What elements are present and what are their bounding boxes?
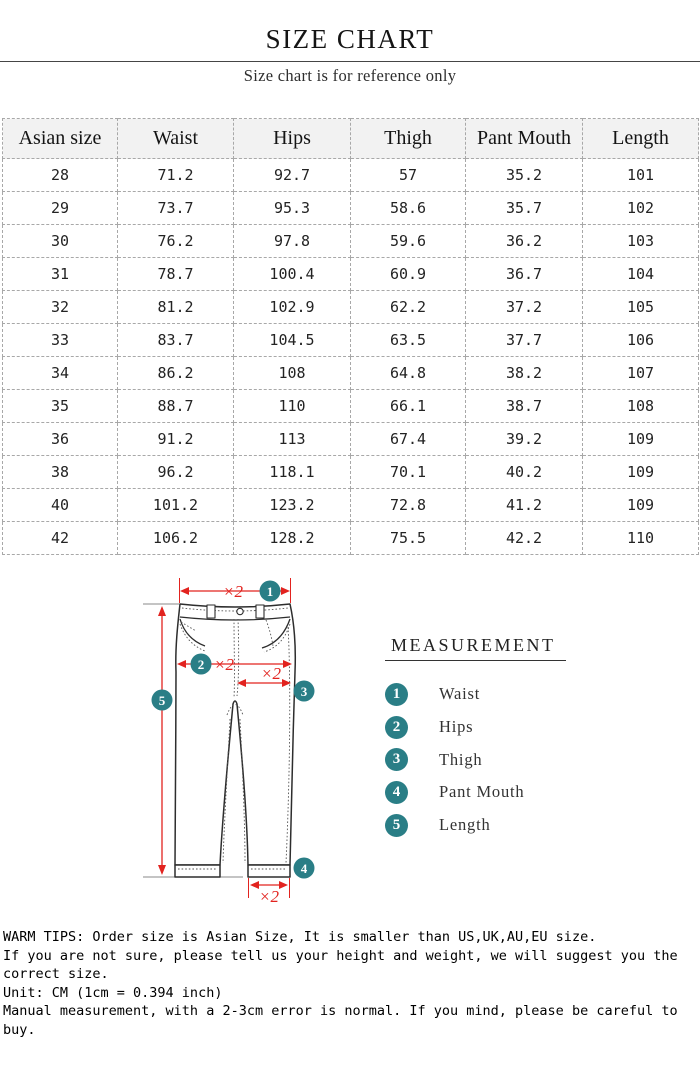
column-header: Pant Mouth bbox=[466, 119, 583, 159]
measurement-number-badge: 4 bbox=[385, 781, 408, 804]
table-cell: 109 bbox=[583, 456, 699, 489]
measurement-item bbox=[385, 678, 685, 711]
table-row bbox=[3, 225, 699, 258]
tip-line: buy. bbox=[3, 1021, 36, 1038]
column-header: Hips bbox=[234, 119, 351, 159]
table-cell: 113 bbox=[234, 423, 351, 456]
table-row bbox=[3, 357, 699, 390]
measurement-item bbox=[385, 776, 685, 809]
table-cell: 100.4 bbox=[234, 258, 351, 291]
table-cell: 40.2 bbox=[466, 456, 583, 489]
pants-outline bbox=[175, 604, 295, 877]
measurement-number-badge: 1 bbox=[385, 683, 408, 706]
table-cell: 39.2 bbox=[466, 423, 583, 456]
table-cell: 62.2 bbox=[351, 291, 466, 324]
marker-2-badge bbox=[191, 654, 212, 675]
table-cell: 83.7 bbox=[118, 324, 234, 357]
table-cell: 81.2 bbox=[118, 291, 234, 324]
table-cell: 104.5 bbox=[234, 324, 351, 357]
belt-loop bbox=[256, 605, 264, 618]
table-cell: 40 bbox=[3, 489, 118, 522]
table-cell: 59.6 bbox=[351, 225, 466, 258]
table-cell: 88.7 bbox=[118, 390, 234, 423]
table-cell: 97.8 bbox=[234, 225, 351, 258]
table-cell: 128.2 bbox=[234, 522, 351, 555]
right-cuff bbox=[248, 865, 290, 877]
table-cell: 38 bbox=[3, 456, 118, 489]
table-row bbox=[3, 456, 699, 489]
table-cell: 63.5 bbox=[351, 324, 466, 357]
table-cell: 106.2 bbox=[118, 522, 234, 555]
marker-4-badge bbox=[294, 858, 315, 879]
table-cell: 109 bbox=[583, 423, 699, 456]
table-cell: 105 bbox=[583, 291, 699, 324]
table-cell: 118.1 bbox=[234, 456, 351, 489]
warm-tips bbox=[3, 928, 700, 1040]
table-cell: 67.4 bbox=[351, 423, 466, 456]
svg-text:2: 2 bbox=[197, 656, 205, 672]
table-cell: 36 bbox=[3, 423, 118, 456]
svg-text:5: 5 bbox=[158, 692, 166, 708]
size-table bbox=[2, 118, 699, 555]
measurement-title: MEASUREMENT bbox=[385, 635, 566, 661]
measurement-label: Hips bbox=[439, 717, 474, 737]
belt-loop bbox=[207, 605, 215, 618]
table-cell: 29 bbox=[3, 192, 118, 225]
measurement-label: Pant Mouth bbox=[439, 782, 525, 802]
table-cell: 60.9 bbox=[351, 258, 466, 291]
table-cell: 109 bbox=[583, 489, 699, 522]
measurement-number-badge: 3 bbox=[385, 748, 408, 771]
table-cell: 38.2 bbox=[466, 357, 583, 390]
table-cell: 37.7 bbox=[466, 324, 583, 357]
table-cell: 66.1 bbox=[351, 390, 466, 423]
table-cell: 106 bbox=[583, 324, 699, 357]
table-cell: 107 bbox=[583, 357, 699, 390]
table-cell: 123.2 bbox=[234, 489, 351, 522]
table-cell: 33 bbox=[3, 324, 118, 357]
table-cell: 75.5 bbox=[351, 522, 466, 555]
measurement-number-badge: 5 bbox=[385, 814, 408, 837]
measurement-item bbox=[385, 711, 685, 744]
column-header: Waist bbox=[118, 119, 234, 159]
waist-button bbox=[237, 608, 243, 614]
size-table-body bbox=[3, 159, 699, 555]
table-cell: 35.2 bbox=[466, 159, 583, 192]
page-subtitle: Size chart is for reference only bbox=[243, 66, 457, 85]
column-header: Length bbox=[583, 119, 699, 159]
measurement-item bbox=[385, 743, 685, 776]
page-title: SIZE CHART bbox=[265, 24, 435, 54]
measurement-number-badge: 2 bbox=[385, 716, 408, 739]
table-cell: 37.2 bbox=[466, 291, 583, 324]
column-header: Asian size bbox=[3, 119, 118, 159]
pants-measurement-diagram bbox=[123, 567, 338, 912]
table-cell: 34 bbox=[3, 357, 118, 390]
table-cell: 42 bbox=[3, 522, 118, 555]
table-cell: 28 bbox=[3, 159, 118, 192]
table-row bbox=[3, 390, 699, 423]
measurement-legend bbox=[385, 635, 685, 841]
table-cell: 86.2 bbox=[118, 357, 234, 390]
hips-x2-label: ×2 bbox=[214, 655, 234, 674]
marker-5-badge bbox=[152, 690, 173, 711]
table-cell: 36.2 bbox=[466, 225, 583, 258]
table-cell: 95.3 bbox=[234, 192, 351, 225]
svg-text:1: 1 bbox=[266, 583, 274, 599]
column-header: Thigh bbox=[351, 119, 466, 159]
table-cell: 57 bbox=[351, 159, 466, 192]
left-cuff bbox=[175, 865, 220, 877]
table-cell: 78.7 bbox=[118, 258, 234, 291]
table-cell: 103 bbox=[583, 225, 699, 258]
measurement-label: Length bbox=[439, 815, 491, 835]
table-cell: 70.1 bbox=[351, 456, 466, 489]
svg-text:3: 3 bbox=[300, 683, 308, 699]
table-row bbox=[3, 291, 699, 324]
table-row bbox=[3, 192, 699, 225]
table-cell: 31 bbox=[3, 258, 118, 291]
table-cell: 101 bbox=[583, 159, 699, 192]
marker-3-badge bbox=[294, 681, 315, 702]
size-table-header-row bbox=[3, 119, 699, 159]
marker-1-badge bbox=[260, 581, 281, 602]
table-cell: 71.2 bbox=[118, 159, 234, 192]
table-cell: 58.6 bbox=[351, 192, 466, 225]
table-cell: 38.7 bbox=[466, 390, 583, 423]
table-row bbox=[3, 258, 699, 291]
table-row bbox=[3, 522, 699, 555]
table-cell: 42.2 bbox=[466, 522, 583, 555]
measurement-label: Thigh bbox=[439, 749, 483, 769]
length-dimension-arrow bbox=[158, 606, 166, 875]
table-row bbox=[3, 159, 699, 192]
table-cell: 96.2 bbox=[118, 456, 234, 489]
table-cell: 73.7 bbox=[118, 192, 234, 225]
thigh-x2-label: ×2 bbox=[261, 664, 281, 683]
tip-line: WARM TIPS: Order size is Asian Size, It is smaller than US,UK,AU,EU size. bbox=[3, 929, 597, 945]
table-cell: 110 bbox=[234, 390, 351, 423]
measurement-list bbox=[385, 678, 685, 841]
table-cell: 91.2 bbox=[118, 423, 234, 456]
waist-x2-label: ×2 bbox=[223, 582, 243, 601]
table-cell: 35 bbox=[3, 390, 118, 423]
table-cell: 104 bbox=[583, 258, 699, 291]
table-cell: 64.8 bbox=[351, 357, 466, 390]
pant-mouth-x2-label: ×2 bbox=[259, 887, 279, 906]
table-cell: 36.7 bbox=[466, 258, 583, 291]
table-cell: 72.8 bbox=[351, 489, 466, 522]
svg-text:4: 4 bbox=[300, 860, 308, 876]
table-cell: 32 bbox=[3, 291, 118, 324]
measurement-label: Waist bbox=[439, 684, 481, 704]
table-row bbox=[3, 423, 699, 456]
table-cell: 76.2 bbox=[118, 225, 234, 258]
tip-line: Manual measurement, with a 2-3cm error is normal. If you mind, please be careful to bbox=[3, 1003, 678, 1020]
table-cell: 101.2 bbox=[118, 489, 234, 522]
tip-line: correct size. bbox=[3, 966, 109, 983]
table-cell: 41.2 bbox=[466, 489, 583, 522]
tip-line: Unit: CM (1cm = 0.394 inch) bbox=[3, 984, 223, 1001]
table-cell: 102.9 bbox=[234, 291, 351, 324]
table-row bbox=[3, 489, 699, 522]
table-cell: 110 bbox=[583, 522, 699, 555]
table-cell: 108 bbox=[234, 357, 351, 390]
header-divider bbox=[0, 61, 700, 62]
measurement-item bbox=[385, 809, 685, 842]
table-cell: 92.7 bbox=[234, 159, 351, 192]
table-cell: 35.7 bbox=[466, 192, 583, 225]
table-cell: 102 bbox=[583, 192, 699, 225]
table-row bbox=[3, 324, 699, 357]
table-cell: 30 bbox=[3, 225, 118, 258]
tip-line: If you are not sure, please tell us your height and weight, we will suggest you the bbox=[3, 947, 678, 964]
table-cell: 108 bbox=[583, 390, 699, 423]
